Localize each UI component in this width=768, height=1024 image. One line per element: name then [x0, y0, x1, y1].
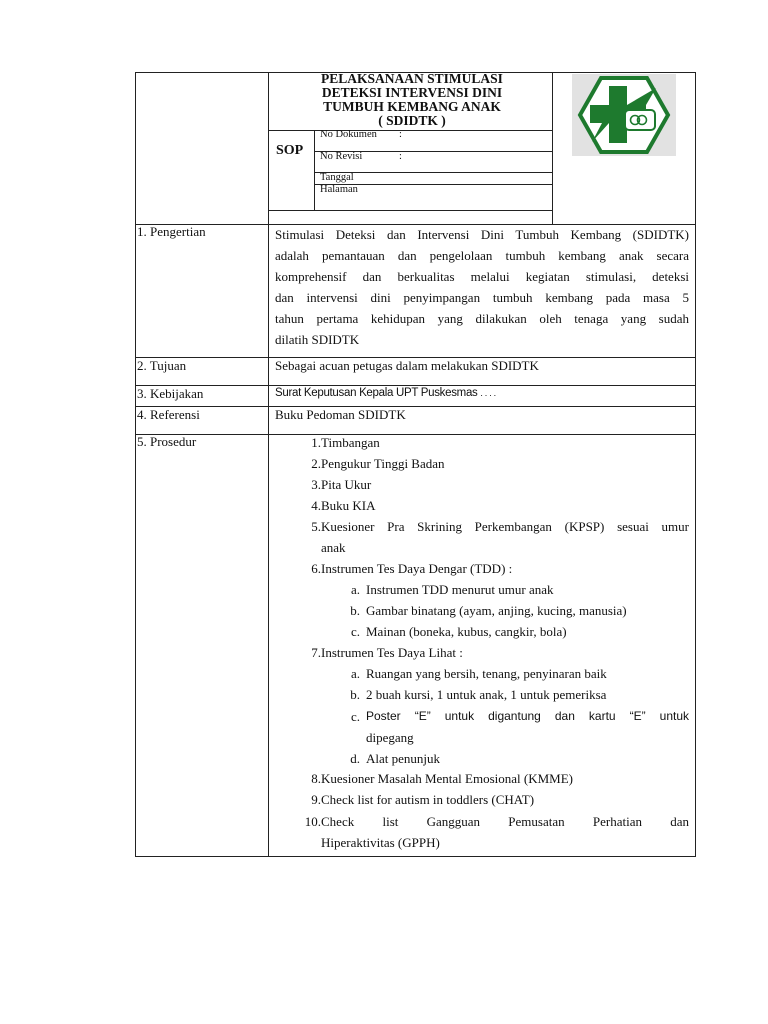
no-dokumen-label: No Dokumen — [320, 129, 377, 140]
item-number: 7. — [311, 645, 321, 660]
subitem-text: 2 buah kursi, 1 untuk anak, 1 untuk pemeriksa — [366, 687, 607, 702]
tujuan-text: Sebagai acuan petugas dalam melakukan SDIDTK — [275, 358, 539, 373]
meta-column-divider — [314, 130, 315, 210]
pengertian-line: Stimulasi Deteksi dan Intervensi Dini Tumbuh Kembang (SDIDTK) — [275, 227, 689, 242]
table-border-bottom — [135, 856, 696, 857]
item-text: Check list Gangguan Pemusatan Perhatian dan — [321, 814, 689, 829]
item-text: Check list for autism in toddlers (CHAT) — [321, 792, 535, 807]
table-border-left — [135, 72, 136, 857]
pengertian-line: tahun pertama kehidupan yang dilakukan oleh tenaga yang sudah — [275, 311, 689, 327]
item-number: 9. — [311, 792, 321, 807]
puskesmas-logo-icon — [572, 74, 676, 156]
halaman-label: Halaman — [320, 184, 358, 195]
item-number: 6. — [311, 561, 321, 576]
pengertian-line: komprehensif dan berkualitas melalui kegiatan stimulasi, deteksi — [275, 269, 689, 285]
pengertian-label: 1. Pengertian — [137, 224, 206, 239]
item-text: Timbangan — [321, 435, 380, 450]
subitem-letter: a. — [350, 582, 360, 597]
no-revisi-label: No Revisi — [320, 151, 363, 162]
column-divider — [268, 72, 269, 857]
header-title-divider — [268, 130, 553, 131]
subitem-letter: c. — [350, 709, 360, 724]
no-dokumen-colon: : — [399, 129, 402, 140]
item-text: Buku KIA — [321, 498, 376, 513]
sop-label: SOP — [276, 143, 304, 158]
subitem-letter: c. — [350, 624, 360, 639]
item-number: 5. — [311, 519, 321, 534]
kebijakan-title: Surat Keputusan Kepala UPT Puskesmas — [275, 387, 478, 399]
subitem-text: Gambar binatang (ayam, anjing, kucing, manusia) — [366, 603, 627, 618]
subitem-letter: a. — [350, 666, 360, 681]
item-number: 8. — [311, 771, 321, 786]
subitem-text: Instrumen TDD menurut umur anak — [366, 582, 554, 597]
subitem-text: Alat penunjuk — [366, 751, 441, 766]
subitem-letter: d. — [350, 751, 360, 766]
pengertian-text — [275, 224, 689, 351]
table-border-right — [695, 72, 696, 857]
pengertian-line: dilatih SDIDTK — [275, 332, 360, 348]
row-divider-tujuan — [135, 385, 696, 386]
item-text: Pita Ukur — [321, 477, 372, 492]
subitem-letter: b. — [350, 687, 360, 702]
kebijakan-dots: . . . . — [480, 388, 496, 398]
item-number: 1. — [311, 435, 321, 450]
item-text: Kuesioner Pra Skrining Perkembangan (KPSP) sesuai umur — [321, 519, 689, 534]
item-number: 10. — [304, 814, 321, 829]
prosedur-label: 5. Prosedur — [137, 434, 197, 449]
sop-title: PELAKSANAAN STIMULASI DETEKSI INTERVENSI DINI TUMBUH KEMBANG ANAK ( SDIDTK ) — [321, 71, 503, 128]
subitem-text: Poster “E” untuk digantung dan kartu “E” untuk — [366, 709, 689, 723]
subitem-text: dipegang — [366, 730, 414, 745]
item-text: Pengukur Tinggi Badan — [321, 456, 445, 471]
kebijakan-label: 3. Kebijakan — [137, 386, 204, 401]
referensi-text: Buku Pedoman SDIDTK — [275, 407, 406, 422]
pengertian-line: dan intervensi dini penyimpangan tumbuh kembang pada masa 5 — [275, 290, 689, 306]
item-number: 2. — [311, 456, 321, 471]
pengertian-line: adalah pemantauan dan pengelolaan tumbuh kembang anak secara — [275, 248, 689, 264]
item-text: Instrumen Tes Daya Lihat : — [321, 645, 463, 660]
kebijakan-text — [275, 387, 496, 399]
subitem-text: Mainan (boneka, kubus, cangkir, bola) — [366, 624, 567, 639]
item-number: 3. — [311, 477, 321, 492]
referensi-label: 4. Referensi — [137, 407, 200, 422]
subitem-text: Ruangan yang bersih, tenang, penyinaran baik — [366, 666, 607, 681]
tujuan-label: 2. Tujuan — [137, 358, 187, 373]
item-number: 4. — [311, 498, 321, 513]
logo-column-divider — [552, 72, 553, 224]
subitem-letter: b. — [350, 603, 360, 618]
tanggal-label: Tanggal — [320, 172, 354, 183]
item-text: Instrumen Tes Daya Dengar (TDD) : — [321, 561, 513, 576]
no-revisi-colon: : — [399, 151, 402, 162]
row-divider-kebijakan — [135, 406, 696, 407]
item-text: anak — [321, 540, 346, 555]
item-text: Hiperaktivitas (GPPH) — [321, 835, 440, 850]
item-text: Kuesioner Masalah Mental Emosional (KMME) — [321, 771, 574, 786]
header-bottom-line — [268, 210, 553, 211]
